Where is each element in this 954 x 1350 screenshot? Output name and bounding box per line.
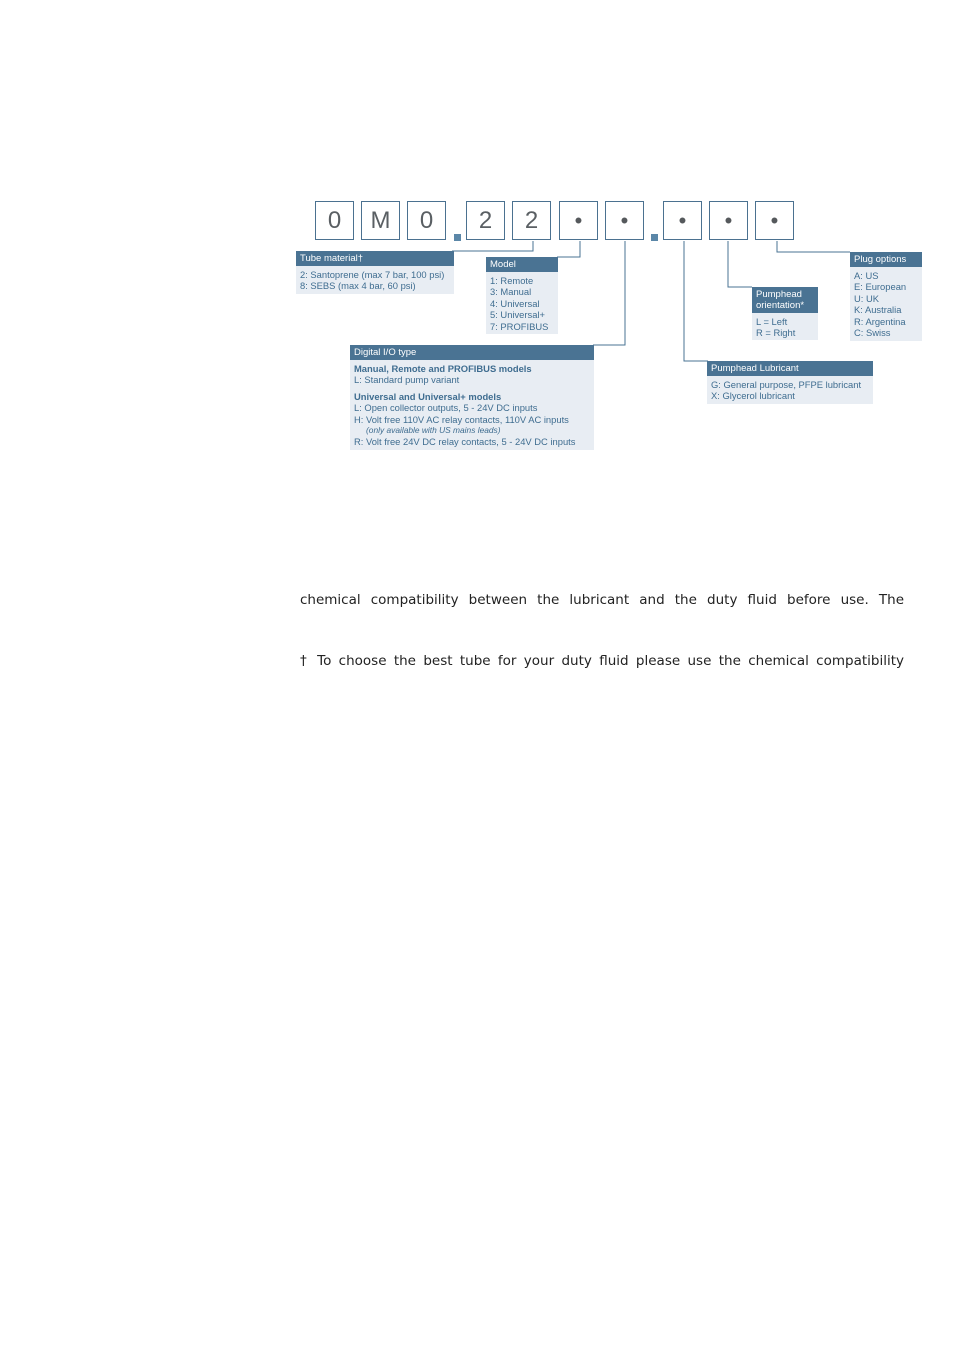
- plug-option: R: Argentina: [854, 315, 906, 327]
- model-option: 1: Remote: [490, 275, 534, 286]
- model-option: 7: PROFIBUS: [490, 320, 549, 332]
- digital-option: L: Standard pump variant: [354, 374, 460, 386]
- model-panel: [486, 257, 558, 334]
- tube-option: 2: Santoprene (max 7 bar, 100 psi): [300, 269, 445, 280]
- connector-digital: [593, 241, 625, 345]
- plug-options-title: Plug options: [850, 252, 922, 267]
- connector-model: [557, 241, 580, 257]
- connector-orientation: [728, 241, 752, 287]
- separator-dot-1: [454, 234, 461, 241]
- plug-option: U: UK: [854, 292, 880, 304]
- model-title: Model: [486, 257, 558, 272]
- orientation-title-line1: Pumphead: [756, 289, 802, 300]
- digital-group1-title: Manual, Remote and PROFIBUS models: [354, 363, 532, 374]
- code-char-10: •: [755, 201, 794, 240]
- lubricant-option: G: General purpose, PFPE lubricant: [711, 379, 862, 390]
- lubricant-title: Pumphead Lubricant: [707, 361, 873, 376]
- orientation-panel: [752, 287, 818, 340]
- plug-option: C: Swiss: [854, 327, 891, 339]
- digital-note: (only available with US mains leads): [366, 425, 501, 436]
- digital-io-panel: [350, 345, 594, 450]
- digital-option: H: Volt free 110V AC relay contacts, 110V AC inputs: [354, 413, 569, 425]
- digital-group2-title: Universal and Universal+ models: [354, 390, 502, 402]
- separator-dot-2: [651, 234, 658, 241]
- digital-option: L: Open collector outputs, 5 - 24V DC inputs: [354, 402, 538, 414]
- code-char-8: •: [663, 201, 702, 240]
- code-char-4: 2: [466, 201, 505, 240]
- plug-option: E: European: [854, 281, 907, 293]
- code-char-3: 0: [407, 201, 446, 240]
- plug-option: K: Australia: [854, 304, 902, 316]
- lubricant-option: X: Glycerol lubricant: [711, 390, 795, 402]
- orientation-option: R = Right: [756, 327, 796, 339]
- orientation-title-line2: orientation*: [756, 300, 805, 311]
- body-text-line-2: † To choose the best tube for your duty fluid please use the chemical compatibility: [300, 653, 904, 669]
- code-char-7: •: [605, 201, 644, 240]
- code-char-1: 0: [315, 201, 354, 240]
- plug-option: A: US: [854, 270, 879, 281]
- digital-option: R: Volt free 24V DC relay contacts, 5 - 24V DC inputs: [354, 436, 576, 448]
- connector-lubricant: [684, 241, 708, 361]
- model-option: 3: Manual: [490, 286, 532, 298]
- tube-material-title: Tube material†: [296, 251, 454, 266]
- connector-tube: [452, 241, 533, 251]
- body-text-line-1: chemical compatibility between the lubricant and the duty fluid before use. The: [300, 592, 904, 608]
- lubricant-panel: [707, 361, 873, 404]
- tube-material-panel: [296, 251, 454, 294]
- plug-options-panel: [850, 252, 922, 341]
- model-option: 4: Universal: [490, 297, 540, 309]
- model-option: 5: Universal+: [490, 309, 545, 321]
- orientation-option: L = Left: [756, 316, 788, 327]
- connector-plug: [777, 241, 850, 252]
- code-char-5: 2: [512, 201, 551, 240]
- code-char-2: M: [361, 201, 400, 240]
- orientation-title: [752, 287, 818, 313]
- code-char-6: •: [559, 201, 598, 240]
- digital-io-title: Digital I/O type: [350, 345, 594, 360]
- code-char-9: •: [709, 201, 748, 240]
- tube-option: 8: SEBS (max 4 bar, 60 psi): [300, 280, 416, 292]
